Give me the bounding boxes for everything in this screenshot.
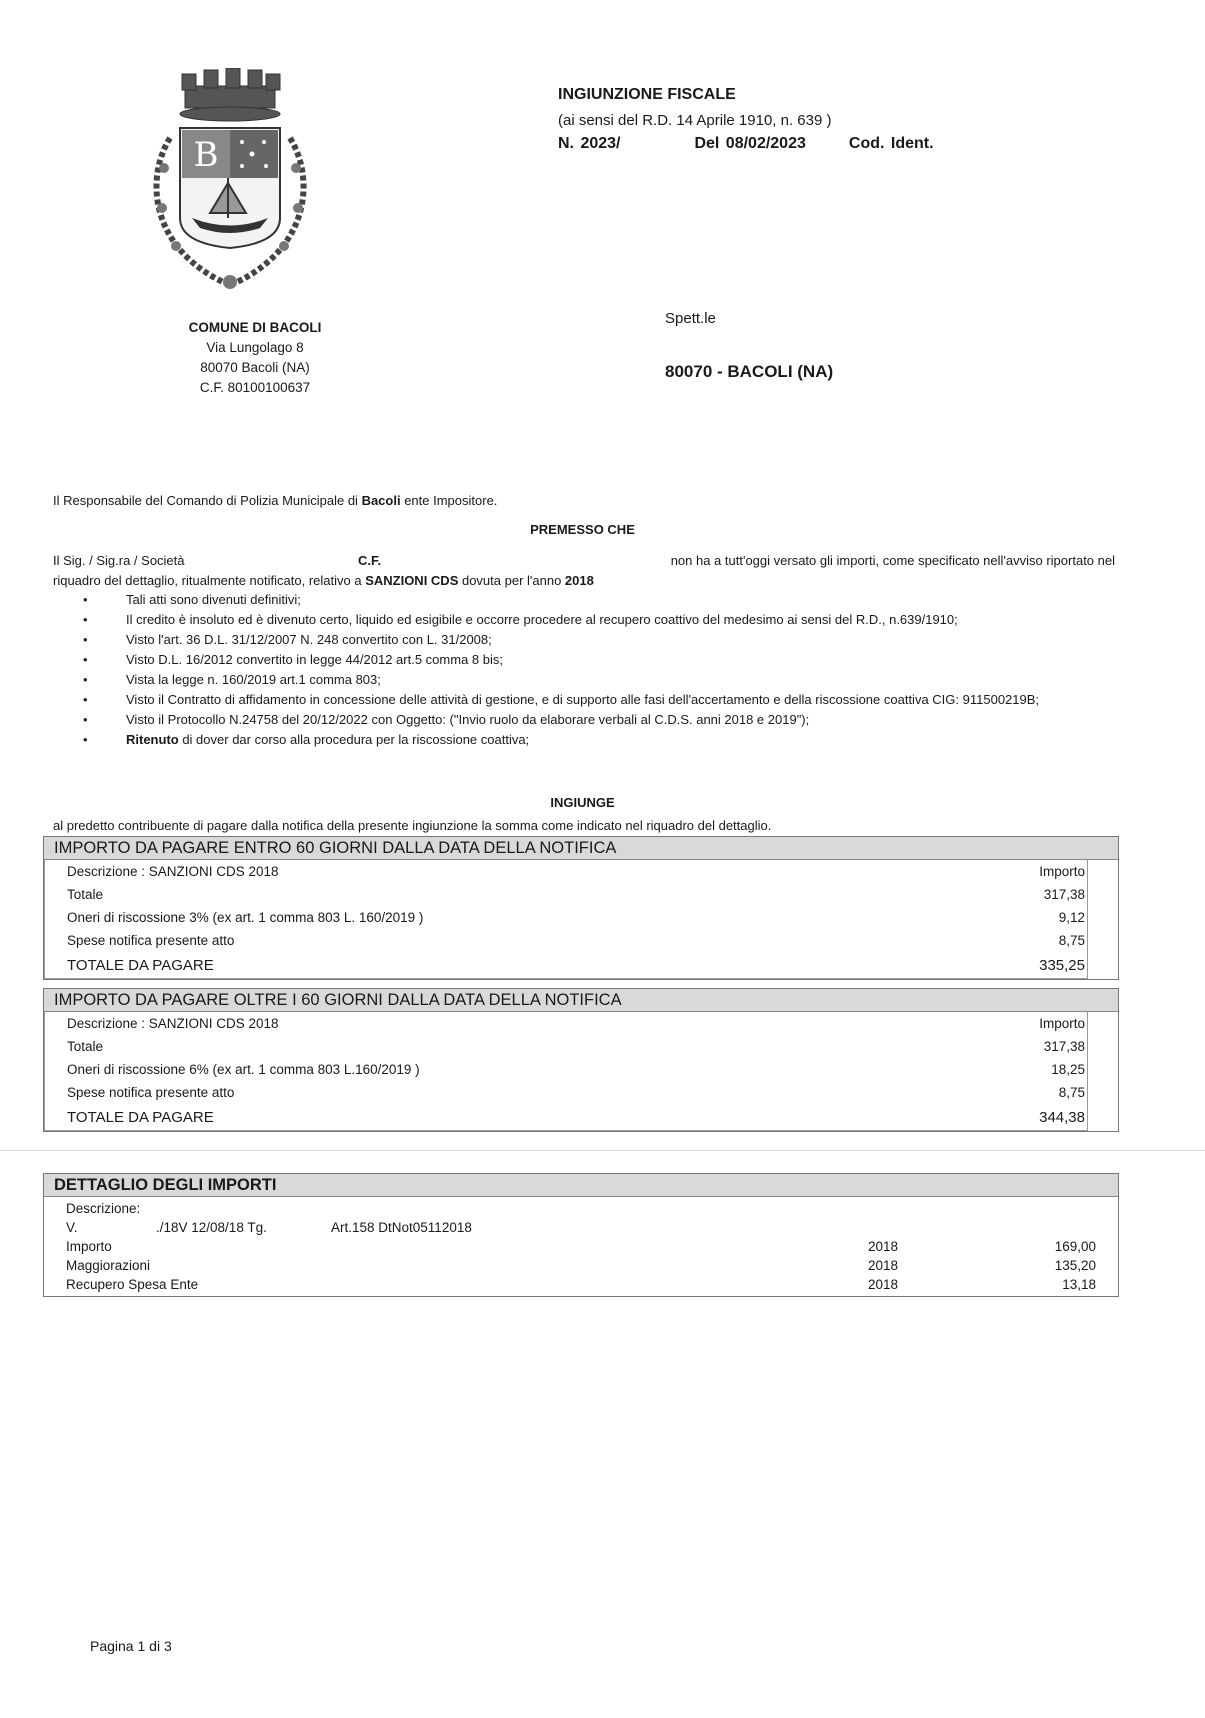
document-number: N. 2023/ [558, 135, 621, 152]
payment-box-body [44, 860, 1088, 979]
row-year: 2018 [868, 1239, 899, 1254]
document-date: Del 08/02/2023 [694, 135, 806, 152]
premesso-list [53, 590, 1118, 750]
table-row [44, 1256, 1118, 1275]
list-item: • Il credito è insoluto ed è divenuto certo, liquido ed esigibile e occorre procedere al recupero coattivo del medesimo ai sensi del R.D., n.639/1910; [53, 610, 1118, 630]
row-value: 18,25 [1051, 1062, 1085, 1077]
list-item: • Visto l'art. 36 D.L. 31/12/2007 N. 248 convertito con L. 31/2008; [53, 630, 1118, 650]
table-row [45, 1012, 1087, 1035]
recipient-address: 80070 - BACOLI (NA) [665, 362, 834, 381]
intro-text: Il Responsabile del Comando di Polizia Municipale di [53, 493, 362, 508]
recipient-salutation: Spett.le [665, 310, 716, 327]
row-value: Importo [1039, 864, 1085, 879]
row-value: 8,75 [1058, 933, 1085, 948]
premesso-text-3: dovuta per l'anno [458, 573, 565, 588]
document-number-line [558, 135, 934, 153]
premesso-text-1: non ha a tutt'oggi versato gli importi, come specificato nell'avviso riportato nel [670, 553, 1115, 568]
detail-desc-label: Descrizione: [66, 1201, 141, 1216]
detail-desc-row [44, 1199, 1118, 1218]
row-label: Maggiorazioni [66, 1258, 151, 1273]
intro-bold: Bacoli [361, 493, 401, 508]
ingiunge-text: al predetto contribuente di pagare dalla notifica della presente ingiunzione la somma come indicato nel riquadro del dettaglio. [53, 818, 772, 833]
detail-ref-v: V. [66, 1220, 78, 1235]
payment-box-title: IMPORTO DA PAGARE ENTRO 60 GIORNI DALLA DATA DELLA NOTIFICA [44, 837, 1118, 860]
coat-of-arms [140, 68, 320, 298]
premesso-heading: PREMESSO CHE [530, 522, 635, 537]
payment-box-body [44, 1012, 1088, 1131]
table-row [45, 860, 1087, 883]
premesso-text-2: riquadro del dettaglio, ritualmente notificato, relativo a [53, 573, 366, 588]
detail-ref-art: Art.158 DtNot05112018 [331, 1220, 472, 1235]
intro-text-end: ente Impositore. [400, 493, 498, 508]
list-item [53, 730, 1118, 750]
table-row [45, 906, 1087, 929]
detail-ref-row [44, 1218, 1118, 1237]
row-value: 317,38 [1043, 887, 1085, 902]
sender-cf: C.F. 80100100637 [199, 380, 311, 395]
premesso-bold-1: SANZIONI CDS [365, 573, 459, 588]
sender-block [150, 318, 360, 398]
coat-of-arms-icon [140, 68, 320, 298]
row-label: Descrizione : SANZIONI CDS 2018 [67, 1016, 279, 1031]
row-value: 135,20 [1054, 1258, 1096, 1273]
row-label: Oneri di riscossione 3% (ex art. 1 comma 803 L. 160/2019 ) [67, 910, 424, 925]
row-label: Recupero Spesa Ente [66, 1277, 199, 1292]
table-row [45, 883, 1087, 906]
intro-line [53, 493, 497, 508]
sender-city: 80070 Bacoli (NA) [200, 360, 310, 375]
table-row [44, 1275, 1118, 1294]
row-label: Importo [66, 1239, 112, 1254]
subject-label: Il Sig. / Sig.ra / Società [53, 553, 185, 568]
row-value: 13,18 [1062, 1277, 1096, 1292]
row-label: TOTALE DA PAGARE [67, 957, 214, 974]
ingiunge-heading: INGIUNGE [550, 795, 615, 810]
detail-box [43, 1173, 1119, 1297]
row-value: Importo [1039, 1016, 1085, 1031]
sender-name: COMUNE DI BACOLI [188, 320, 322, 335]
row-year: 2018 [868, 1258, 899, 1273]
scan-fold-line [0, 1150, 1205, 1151]
row-value: 335,25 [1039, 957, 1085, 974]
ritenuto-text: di dover dar corso alla procedura per la riscossione coattiva; [178, 732, 530, 747]
list-item: • Visto D.L. 16/2012 convertito in legge 44/2012 art.5 comma 8 bis; [53, 650, 1118, 670]
detail-box-body [44, 1197, 1118, 1296]
document-title: INGIUNZIONE FISCALE [558, 86, 736, 103]
table-row [45, 929, 1087, 952]
ritenuto-bold: Ritenuto [126, 732, 179, 747]
row-label: Descrizione : SANZIONI CDS 2018 [67, 864, 279, 879]
document-cod-ident: Cod. Ident. [848, 135, 934, 152]
row-label: TOTALE DA PAGARE [67, 1109, 214, 1126]
total-row [45, 952, 1087, 978]
row-value: 169,00 [1054, 1239, 1096, 1254]
table-row [45, 1035, 1087, 1058]
row-value: 317,38 [1043, 1039, 1085, 1054]
sender-street: Via Lungolago 8 [206, 340, 304, 355]
table-row [45, 1081, 1087, 1104]
payment-box-title: IMPORTO DA PAGARE OLTRE I 60 GIORNI DALLA DATA DELLA NOTIFICA [44, 989, 1118, 1012]
list-item: • Visto il Protocollo N.24758 del 20/12/2022 con Oggetto: ("Invio ruolo da elaborare verbali al C.D.S. anni 2018 e 2019"); [53, 710, 1118, 730]
row-year: 2018 [868, 1277, 899, 1292]
cf-label: C.F. [358, 553, 382, 568]
table-row [45, 1058, 1087, 1081]
list-item: • Vista la legge n. 160/2019 art.1 comma 803; [53, 670, 1118, 690]
list-item: • Tali atti sono divenuti definitivi; [53, 590, 1118, 610]
list-item: • Visto il Contratto di affidamento in concessione delle attività di gestione, e di supporto alle fasi dell'accertamento e della riscossione coattiva CIG: 911500219B; [53, 690, 1118, 710]
row-value: 8,75 [1058, 1085, 1085, 1100]
svg-text:B: B [193, 135, 219, 175]
detail-box-title: DETTAGLIO DEGLI IMPORTI [44, 1174, 1118, 1197]
document-legal-reference: (ai sensi del R.D. 14 Aprile 1910, n. 639 ) [558, 112, 832, 129]
row-label: Spese notifica presente atto [67, 1085, 235, 1100]
row-label: Oneri di riscossione 6% (ex art. 1 comma 803 L.160/2019 ) [67, 1062, 420, 1077]
premesso-paragraph [53, 551, 1115, 591]
payment-box-within-60-days [43, 836, 1119, 980]
total-row [45, 1104, 1087, 1130]
detail-ref-plate: ./18V 12/08/18 Tg. [156, 1220, 267, 1235]
row-value: 9,12 [1058, 910, 1085, 925]
payment-box-over-60-days [43, 988, 1119, 1132]
row-value: 344,38 [1039, 1109, 1085, 1126]
row-label: Spese notifica presente atto [67, 933, 235, 948]
premesso-bold-2: 2018 [564, 573, 594, 588]
row-label: Totale [67, 1039, 104, 1054]
page-number: Pagina 1 di 3 [90, 1638, 172, 1654]
table-row [44, 1237, 1118, 1256]
row-label: Totale [67, 887, 104, 902]
